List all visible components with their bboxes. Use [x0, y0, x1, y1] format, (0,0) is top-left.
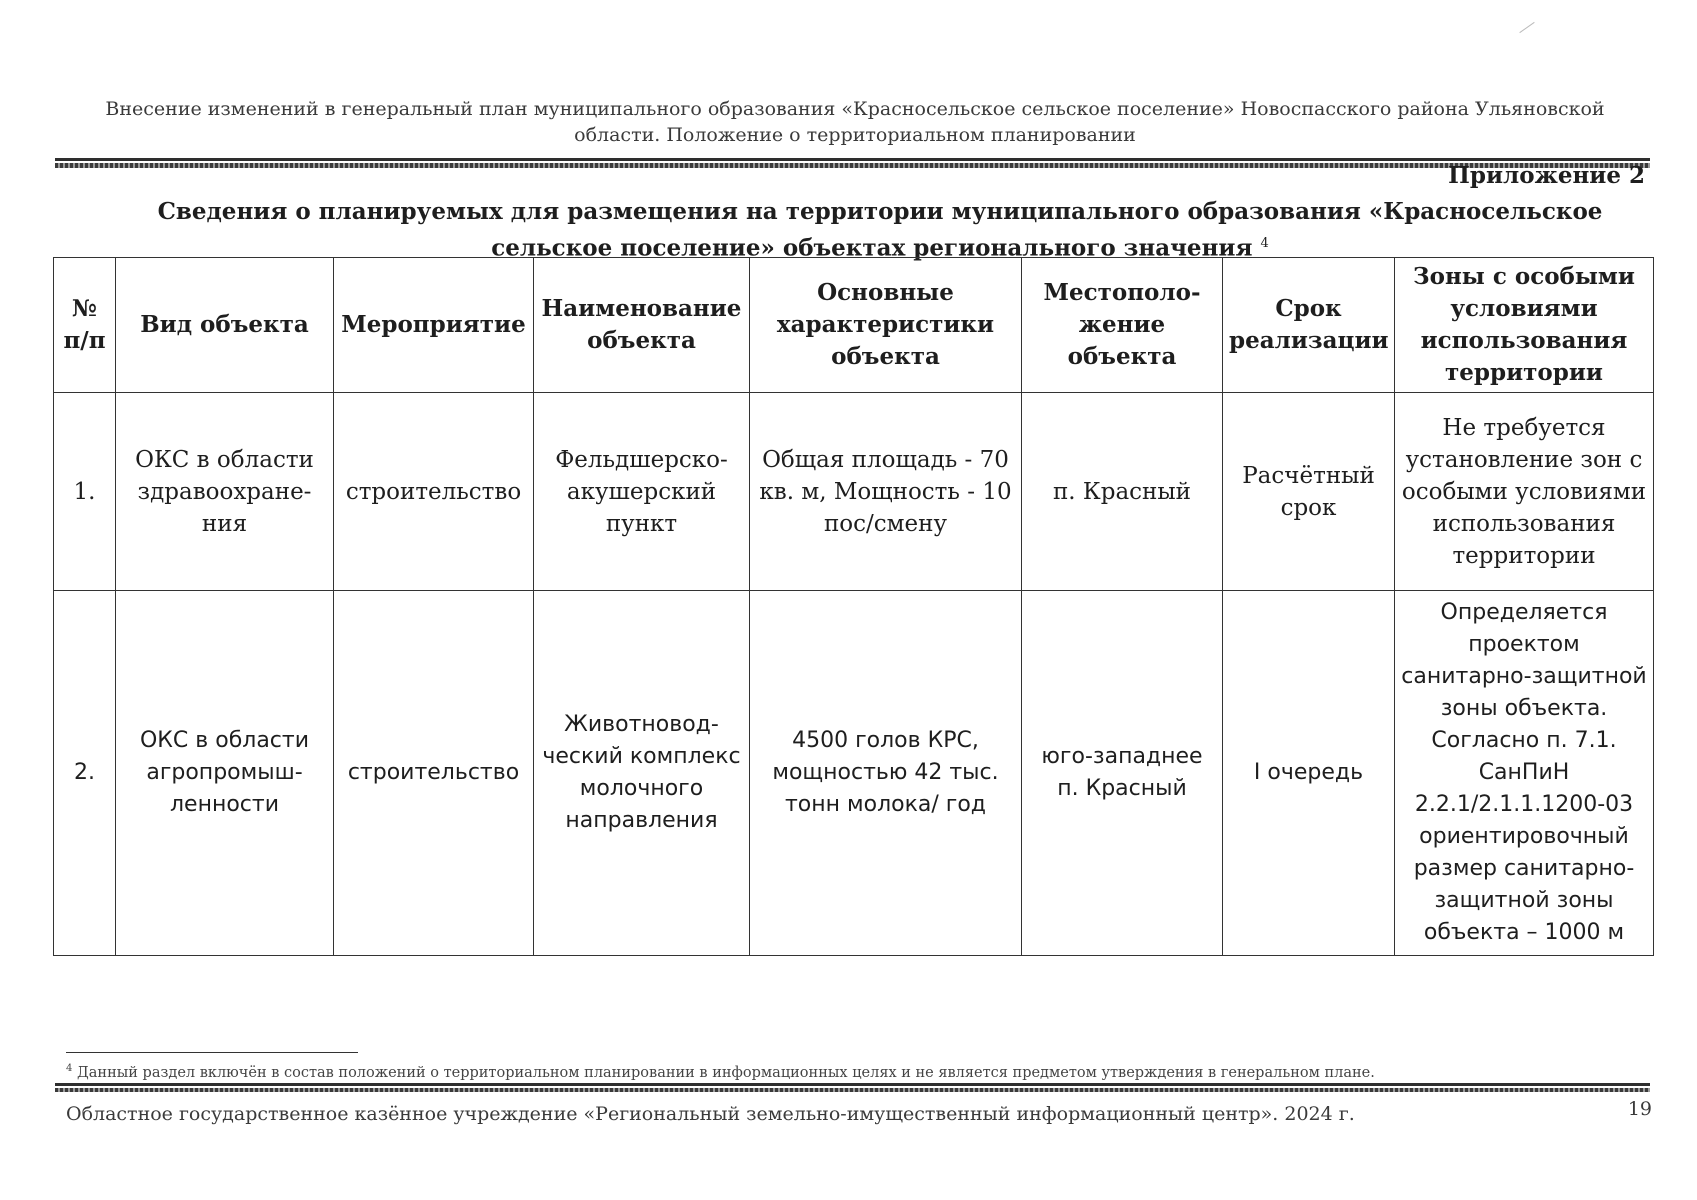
cell-object-kind: ОКС в области агропромыш-ленности — [116, 591, 334, 956]
cell-zones: Не требуется установление зон с особыми условиями использования территории — [1395, 393, 1654, 591]
footnote-reference: 4 — [1260, 236, 1269, 251]
footnote-text: Данный раздел включён в состав положений о территориальном планировании в информационных целях и не является предметом утверждения в генеральном плане. — [76, 1064, 1375, 1081]
cell-characteristics: Общая площадь - 70 кв. м, Мощность - 10 пос/смену — [750, 393, 1022, 591]
header-divider-hatched — [55, 163, 1650, 168]
cell-term: Расчётный срок — [1223, 393, 1395, 591]
table-row — [54, 393, 1654, 591]
footer-organization: Областное государственное казённое учреждение «Региональный земельно-имущественный информационный центр». 2024 г. — [66, 1103, 1355, 1125]
table-row — [54, 591, 1654, 956]
objects-table — [53, 257, 1654, 956]
header-term: Срок реализации — [1223, 258, 1395, 393]
footer-divider-hatched — [55, 1088, 1650, 1092]
cell-term: I очередь — [1223, 591, 1395, 956]
header-zones: Зоны с особыми условиями использования территории — [1395, 258, 1654, 393]
running-header: Внесение изменений в генеральный план муниципального образования «Красносельское сельское поселение» Новоспасского района Ульяновской области. Положение о территориальном планировании — [105, 98, 1605, 146]
table-header-row — [54, 258, 1654, 393]
document-title — [120, 196, 1640, 265]
cell-num: 2. — [54, 591, 116, 956]
cell-num: 1. — [54, 393, 116, 591]
cell-action: строительство — [334, 393, 534, 591]
footnote-divider — [66, 1052, 358, 1053]
page-number: 19 — [1627, 1098, 1652, 1120]
cell-object-name: Фельдшерско-акушерский пункт — [534, 393, 750, 591]
cell-zones: Определяется проектом санитарно-защитной зоны объекта. Согласно п. 7.1. СанПиН 2.2.1/2.1.1.1200-03 ориентировочный размер санитарно-защитной зоны объекта – 1000 м — [1395, 591, 1654, 956]
header-object-kind: Вид объекта — [116, 258, 334, 393]
header-object-name: Наименование объекта — [534, 258, 750, 393]
header-characteristics: Основные характеристики объекта — [750, 258, 1022, 393]
header-divider — [55, 158, 1650, 161]
header-location: Местополо-жение объекта — [1022, 258, 1223, 393]
cell-action: строительство — [334, 591, 534, 956]
footnote-marker: 4 — [66, 1063, 73, 1074]
cell-object-name: Животновод-ческий комплекс молочного направления — [534, 591, 750, 956]
cell-characteristics: 4500 голов КРС, мощностью 42 тыс. тонн молока/ год — [750, 591, 1022, 956]
scan-artifact — [1519, 22, 1534, 33]
cell-object-kind: ОКС в области здравоохране-ния — [116, 393, 334, 591]
header-action: Мероприятие — [334, 258, 534, 393]
footnote — [66, 1063, 1626, 1081]
document-title-text: Сведения о планируемых для размещения на территории муниципального образования «Красносельское сельское поселение» объектах регионального значения — [157, 198, 1603, 262]
cell-location: юго-западнее п. Красный — [1022, 591, 1223, 956]
appendix-label: Приложение 2 — [1448, 162, 1645, 189]
cell-location: п. Красный — [1022, 393, 1223, 591]
header-num: № п/п — [54, 258, 116, 393]
footer-divider — [55, 1083, 1650, 1086]
